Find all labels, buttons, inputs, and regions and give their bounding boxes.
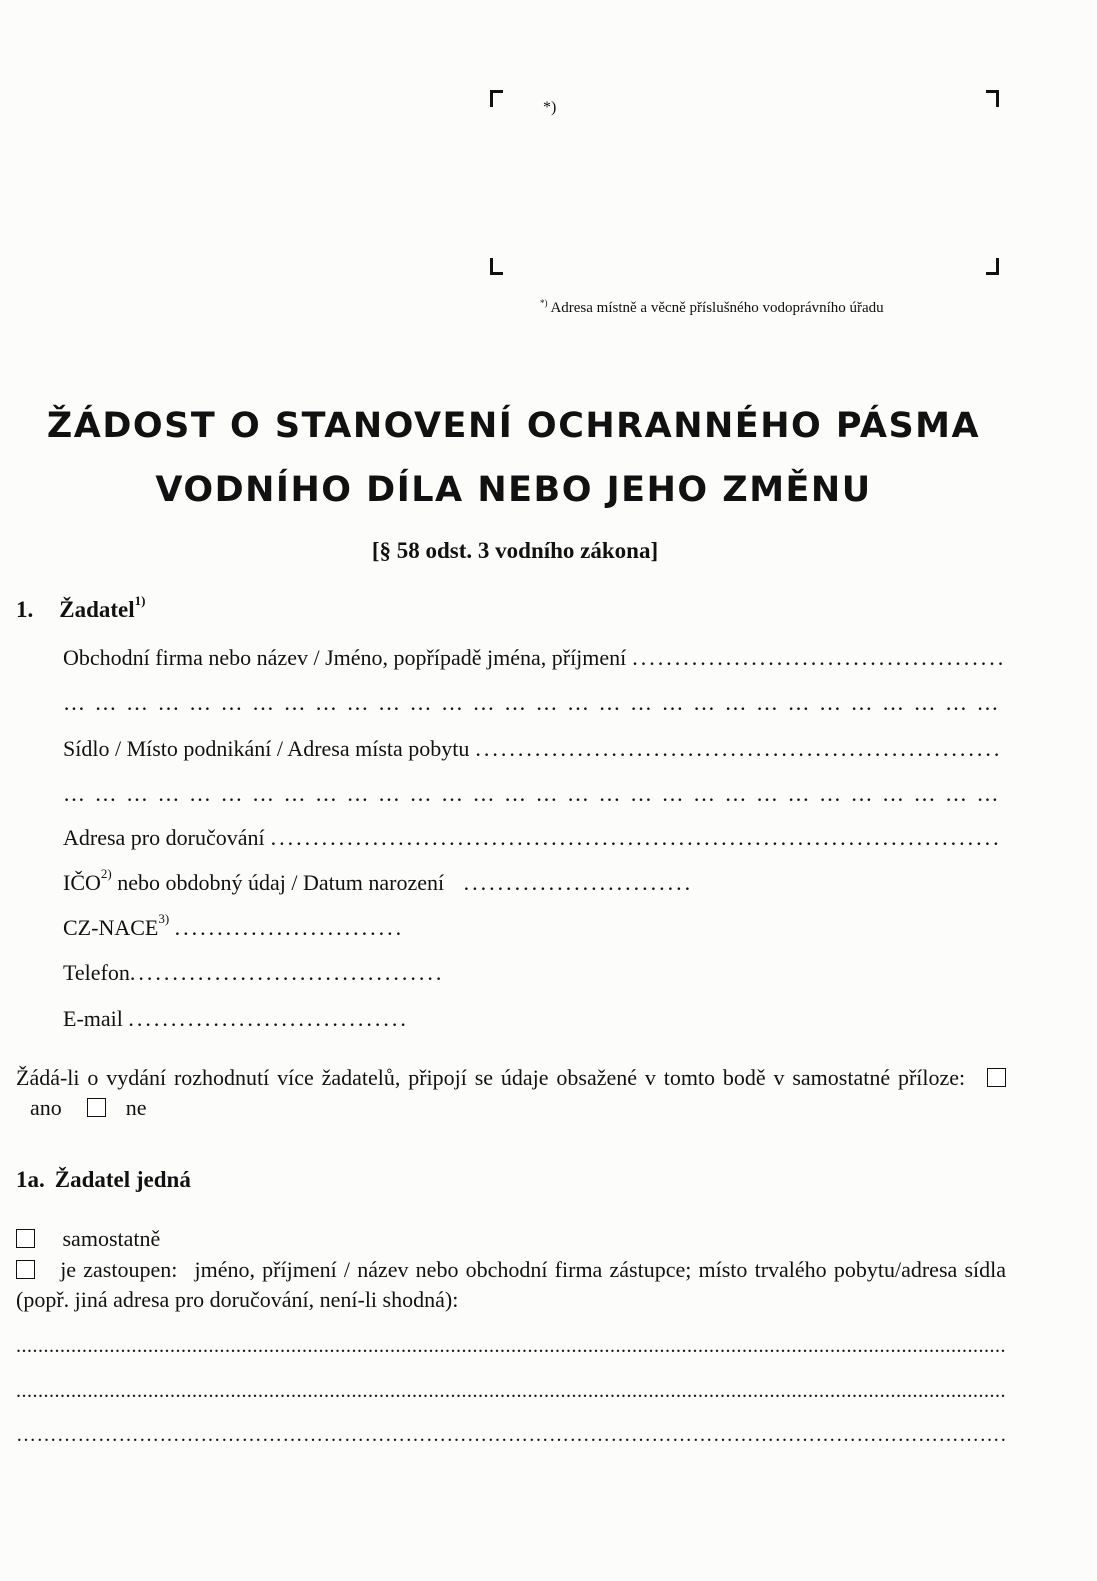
label-attachment-yes: ano [30,1095,62,1120]
checkbox-represented[interactable] [16,1260,35,1279]
represented-description: jméno, příjmení / název nebo obchodní firma zástupce; místo trvalého pobytu/adresa sídla (popř. jiná adresa pro doručování, není-li shodná): [16,1257,1007,1312]
field-delivery-dots[interactable] [271,825,1003,851]
section-1a-number: 1a. [16,1167,45,1192]
field-ico-dots[interactable]: ........................... [463,870,694,895]
law-reference: [§ 58 odst. 3 vodního zákona] [371,538,659,563]
field-name-dots[interactable] [632,645,1003,671]
field-phone-dots[interactable]: ..................................... [129,960,445,985]
field-nace-label: CZ-NACE [63,915,159,940]
section-1-footnote: 1) [134,593,146,608]
address-footnote [540,298,884,317]
field-seat-continuation-dots[interactable] [63,781,1003,807]
field-delivery-address[interactable] [63,825,1003,851]
multi-applicants-paragraph [16,1063,1006,1123]
field-email-label: E-mail [63,1006,123,1031]
label-represented: je zastoupen: [60,1257,178,1282]
checkbox-alone[interactable] [16,1229,35,1248]
field-email[interactable] [63,1006,409,1032]
section-1a-title: Žadatel jedná [54,1167,191,1192]
label-attachment-no: ne [125,1095,147,1120]
address-box-corner-top-right [986,90,999,107]
field-name-continuation-dots[interactable] [63,690,1003,716]
field-seat[interactable] [63,736,1003,762]
checkbox-attachment-yes[interactable] [987,1068,1006,1087]
representative-line-3[interactable] [16,1424,1006,1447]
field-nace[interactable] [63,911,405,941]
field-seat-dots[interactable] [475,736,1003,762]
field-delivery-label: Adresa pro doručování [63,825,265,850]
field-name-label: Obchodní firma nebo název / Jméno, popřípadě jména, příjmení [63,645,627,670]
page-title-line-1: ŽÁDOST O STANOVENÍ OCHRANNÉHO PÁSMA [46,406,981,446]
address-footnote-text: Adresa místně a věcně příslušného vodoprávního úřadu [550,300,884,316]
section-1-heading [16,593,146,623]
representative-line-2[interactable] [16,1380,1006,1403]
field-name[interactable] [63,645,1003,671]
section-1-title: Žadatel [59,597,135,622]
field-seat-label: Sídlo / Místo podnikání / Adresa místa pobytu [63,736,470,761]
field-nace-footnote: 3) [158,911,170,926]
field-ico-label-a: IČO [63,870,101,895]
representative-line-1[interactable] [16,1335,1006,1358]
multi-applicants-text: Žádá-li o vydání rozhodnutí více žadatelů, připojí se údaje obsažené v tomto bodě v samostatné příloze: [16,1065,966,1090]
address-box-corner-top-left [490,90,503,107]
section-1a-heading [16,1167,191,1193]
option-alone[interactable] [16,1226,160,1252]
address-box-corner-bottom-right [986,258,999,275]
field-phone-label: Telefon [63,960,130,985]
address-box-corner-bottom-left [490,258,503,275]
address-footnote-marker: *) [540,298,548,308]
field-ico-footnote: 2) [100,866,112,881]
section-1-number: 1. [16,597,34,622]
field-ico[interactable] [63,866,694,896]
field-nace-dots[interactable]: ........................... [174,915,405,940]
page-title-line-2: VODNÍHO DÍLA NEBO JEHO ZMĚNU [155,470,872,510]
address-box-marker: *) [543,99,557,116]
field-phone[interactable] [63,960,444,986]
field-email-dots[interactable]: ................................. [128,1006,409,1031]
field-ico-label-b: nebo obdobný údaj / Datum narození [117,870,445,895]
checkbox-attachment-no[interactable] [87,1098,106,1117]
label-alone: samostatně [62,1226,161,1251]
option-represented [16,1255,1006,1315]
